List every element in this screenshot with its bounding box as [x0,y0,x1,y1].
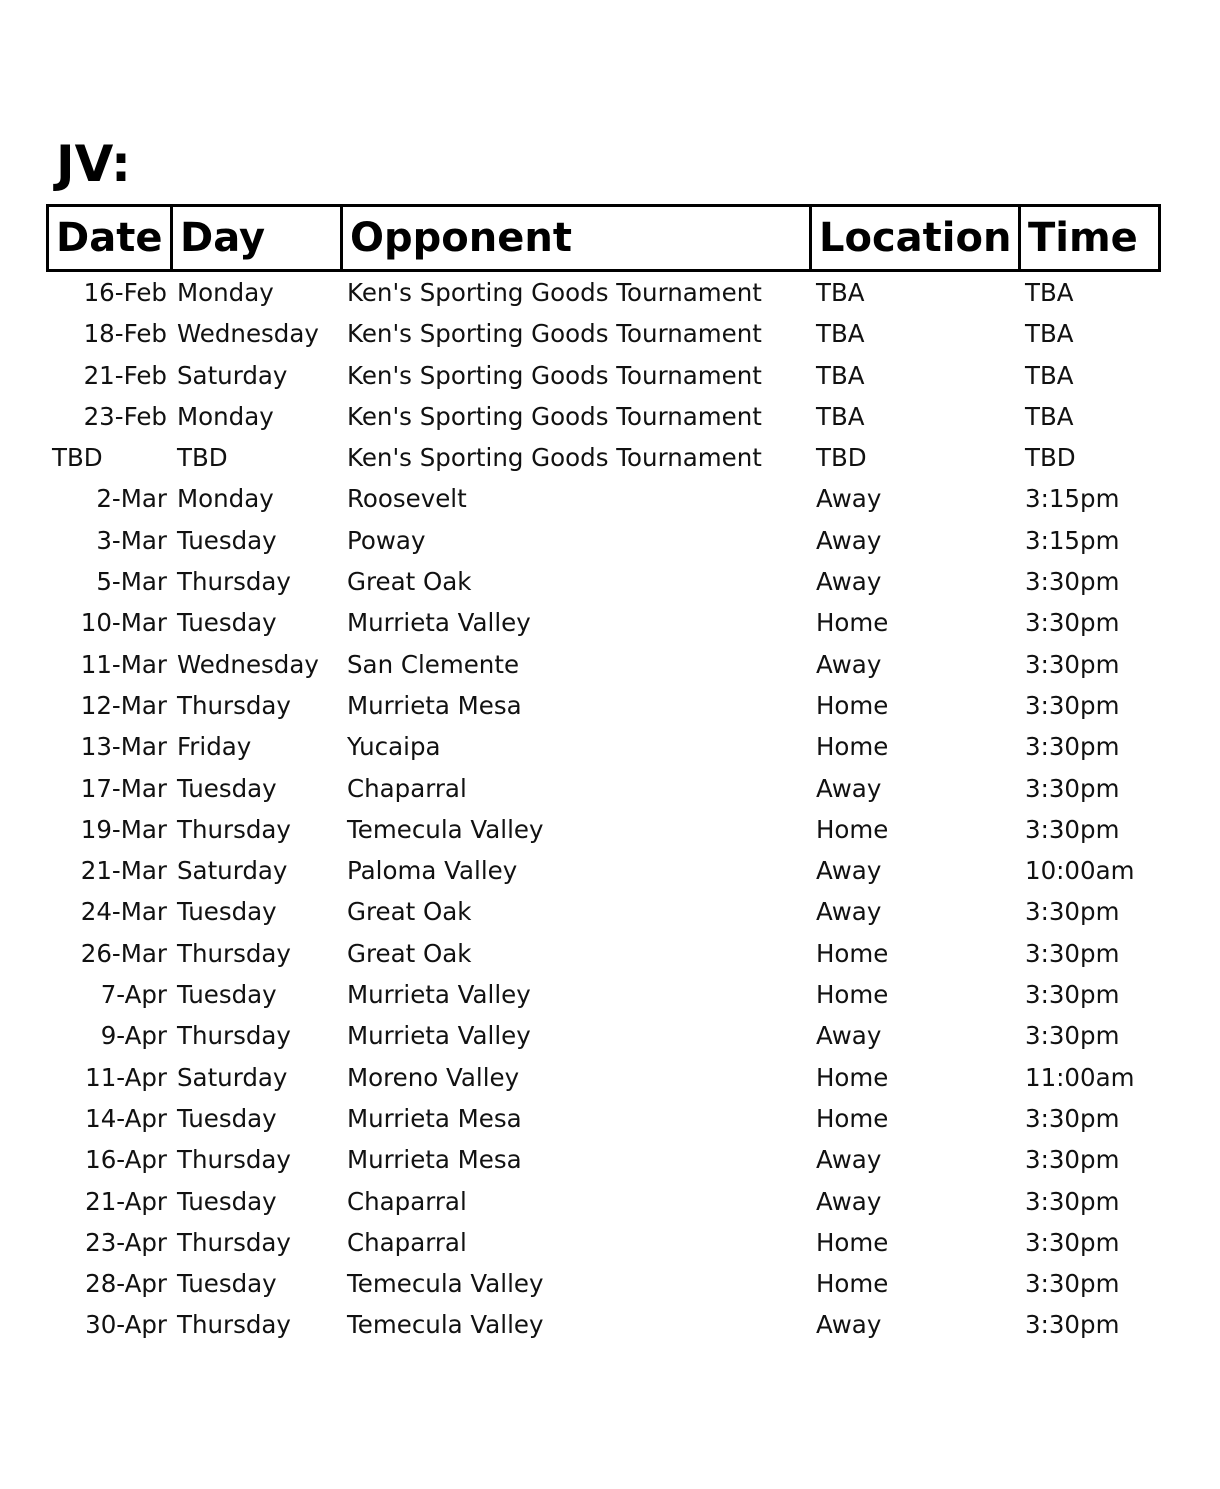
cell-day: Tuesday [177,897,277,927]
cell-time: 3:30pm [1025,732,1120,762]
cell-date: 26-Mar [80,938,167,968]
cell-date: 21-Mar [80,856,167,886]
column-header-time: Time [1028,215,1138,261]
cell-day: Saturday [177,360,288,390]
cell-opponent: Temecula Valley [347,814,544,844]
cell-time: 3:30pm [1025,1186,1120,1216]
cell-opponent: Poway [347,525,426,555]
cell-day: Tuesday [177,1186,277,1216]
cell-opponent: Ken's Sporting Goods Tournament [347,401,762,431]
cell-opponent: Murrieta Valley [347,980,531,1010]
cell-day: Monday [177,401,274,431]
cell-location: Away [816,856,882,886]
table-row [46,1222,1161,1263]
cell-location: Home [816,1269,889,1299]
cell-time: TBA [1025,319,1074,349]
page-title: JV: [56,135,132,193]
cell-time: TBA [1025,401,1074,431]
cell-time: 3:30pm [1025,1021,1120,1051]
cell-location: TBA [816,360,865,390]
cell-opponent: Murrieta Valley [347,1021,531,1051]
cell-location: TBA [816,278,865,307]
cell-day: Saturday [177,856,288,886]
cell-location: Away [816,1310,882,1340]
cell-location: Away [816,1021,882,1051]
cell-location: Away [816,484,882,514]
cell-date: 21-Apr [85,1186,167,1216]
cell-day: Wednesday [177,319,319,349]
table-row [46,1057,1161,1098]
cell-location: Away [816,1145,882,1175]
cell-date: 23-Apr [85,1227,167,1257]
cell-location: Home [816,980,889,1010]
table-row [46,561,1161,602]
cell-date: 16-Apr [85,1145,167,1175]
cell-opponent: Chaparral [347,1186,467,1216]
cell-day: Tuesday [177,525,277,555]
cell-location: Home [816,608,889,638]
cell-day: Thursday [177,1227,291,1257]
table-row [46,1098,1161,1139]
cell-location: Away [816,897,882,927]
cell-day: Thursday [177,567,291,597]
cell-time: 3:30pm [1025,814,1120,844]
cell-day: Thursday [177,1310,291,1340]
table-row [46,1139,1161,1180]
cell-day: Thursday [177,1145,291,1175]
table-row [46,933,1161,974]
cell-day: Saturday [177,1062,288,1092]
cell-day: Thursday [177,938,291,968]
cell-location: Home [816,690,889,720]
cell-date: 18-Feb [83,319,167,349]
table-row [46,396,1161,437]
cell-opponent: Ken's Sporting Goods Tournament [347,360,762,390]
table-row [46,685,1161,726]
cell-date: 11-Apr [85,1062,167,1092]
schedule-table [46,204,1161,1346]
cell-location: TBA [816,319,865,349]
cell-opponent: Great Oak [347,897,472,927]
cell-day: Tuesday [177,980,277,1010]
cell-opponent: Roosevelt [347,484,467,514]
cell-time: TBD [1025,443,1076,473]
cell-opponent: Temecula Valley [347,1269,544,1299]
cell-location: Away [816,773,882,803]
column-header-location: Location [812,207,1021,269]
table-row [46,768,1161,809]
cell-date: 13-Mar [80,732,167,762]
cell-date: 30-Apr [85,1310,167,1340]
table-row [46,437,1161,478]
cell-date: 23-Feb [83,401,167,431]
cell-location: Away [816,567,882,597]
cell-opponent: Ken's Sporting Goods Tournament [347,278,762,307]
cell-day: TBD [177,443,228,473]
cell-day: Thursday [177,814,291,844]
cell-time: 3:30pm [1025,608,1120,638]
cell-date: 2-Mar [96,484,167,514]
cell-day: Wednesday [177,649,319,679]
cell-date: 28-Apr [85,1269,167,1299]
cell-opponent: Murrieta Valley [347,608,531,638]
cell-opponent: Ken's Sporting Goods Tournament [347,319,762,349]
table-header-row [46,204,1161,272]
cell-day: Tuesday [177,608,277,638]
cell-location: Away [816,649,882,679]
cell-day: Tuesday [177,1269,277,1299]
cell-opponent: Murrieta Mesa [347,1145,522,1175]
cell-location: Home [816,814,889,844]
table-row [46,644,1161,685]
cell-day: Friday [177,732,252,762]
cell-opponent: Paloma Valley [347,856,518,886]
cell-location: TBD [816,443,867,473]
cell-time: 3:30pm [1025,938,1120,968]
cell-location: Home [816,732,889,762]
cell-time: 11:00am [1025,1062,1135,1092]
cell-location: Home [816,1062,889,1092]
cell-time: 3:30pm [1025,1227,1120,1257]
table-row [46,726,1161,767]
table-row [46,974,1161,1015]
cell-date: 17-Mar [80,773,167,803]
cell-time: TBA [1025,278,1074,307]
cell-opponent: San Clemente [347,649,520,679]
cell-date: 12-Mar [80,690,167,720]
cell-date: 24-Mar [80,897,167,927]
cell-day: Monday [177,484,274,514]
table-row [46,355,1161,396]
cell-location: Home [816,938,889,968]
cell-location: TBA [816,401,865,431]
cell-date: TBD [52,443,103,473]
table-row [46,1181,1161,1222]
cell-date: 11-Mar [80,649,167,679]
cell-time: 3:15pm [1025,484,1120,514]
cell-opponent: Murrieta Mesa [347,690,522,720]
cell-date: 7-Apr [100,980,167,1010]
table-row [46,1304,1161,1345]
cell-location: Away [816,525,882,555]
cell-date: 16-Feb [83,278,167,307]
cell-date: 5-Mar [96,567,167,597]
cell-date: 14-Apr [85,1103,167,1133]
cell-opponent: Great Oak [347,938,472,968]
table-row [46,1015,1161,1056]
cell-time: 3:30pm [1025,773,1120,803]
cell-day: Tuesday [177,773,277,803]
cell-date: 21-Feb [83,360,167,390]
cell-opponent: Temecula Valley [347,1310,544,1340]
column-header-date: Date [49,207,173,269]
cell-time: 3:30pm [1025,980,1120,1010]
cell-opponent: Murrieta Mesa [347,1103,522,1133]
table-body [46,272,1161,1346]
cell-day: Tuesday [177,1103,277,1133]
table-row [46,809,1161,850]
table-row [46,313,1161,354]
table-row [46,478,1161,519]
cell-location: Home [816,1103,889,1133]
table-row [46,850,1161,891]
table-row [46,520,1161,561]
cell-opponent: Chaparral [347,1227,467,1257]
cell-time: 3:30pm [1025,567,1120,597]
table-row [46,1263,1161,1304]
cell-time: 10:00am [1025,856,1135,886]
cell-opponent: Ken's Sporting Goods Tournament [347,443,762,473]
table-row [46,602,1161,643]
column-header-day: Day [173,207,343,269]
cell-day: Thursday [177,1021,291,1051]
table-row [46,891,1161,932]
cell-opponent: Great Oak [347,567,472,597]
table-row [46,272,1161,313]
cell-time: 3:30pm [1025,1103,1120,1133]
cell-time: 3:30pm [1025,1310,1120,1340]
cell-time: TBA [1025,360,1074,390]
cell-time: 3:30pm [1025,897,1120,927]
cell-opponent: Moreno Valley [347,1062,520,1092]
cell-time: 3:30pm [1025,649,1120,679]
column-header-opponent: Opponent [343,207,812,269]
cell-date: 10-Mar [80,608,167,638]
cell-time: 3:30pm [1025,690,1120,720]
cell-day: Monday [177,278,274,307]
cell-day: Thursday [177,690,291,720]
cell-date: 19-Mar [80,814,167,844]
cell-date: 3-Mar [96,525,167,555]
cell-time: 3:15pm [1025,525,1120,555]
cell-time: 3:30pm [1025,1145,1120,1175]
cell-location: Home [816,1227,889,1257]
cell-location: Away [816,1186,882,1216]
cell-time: 3:30pm [1025,1269,1120,1299]
cell-date: 9-Apr [100,1021,167,1051]
cell-opponent: Yucaipa [347,732,441,762]
cell-opponent: Chaparral [347,773,467,803]
